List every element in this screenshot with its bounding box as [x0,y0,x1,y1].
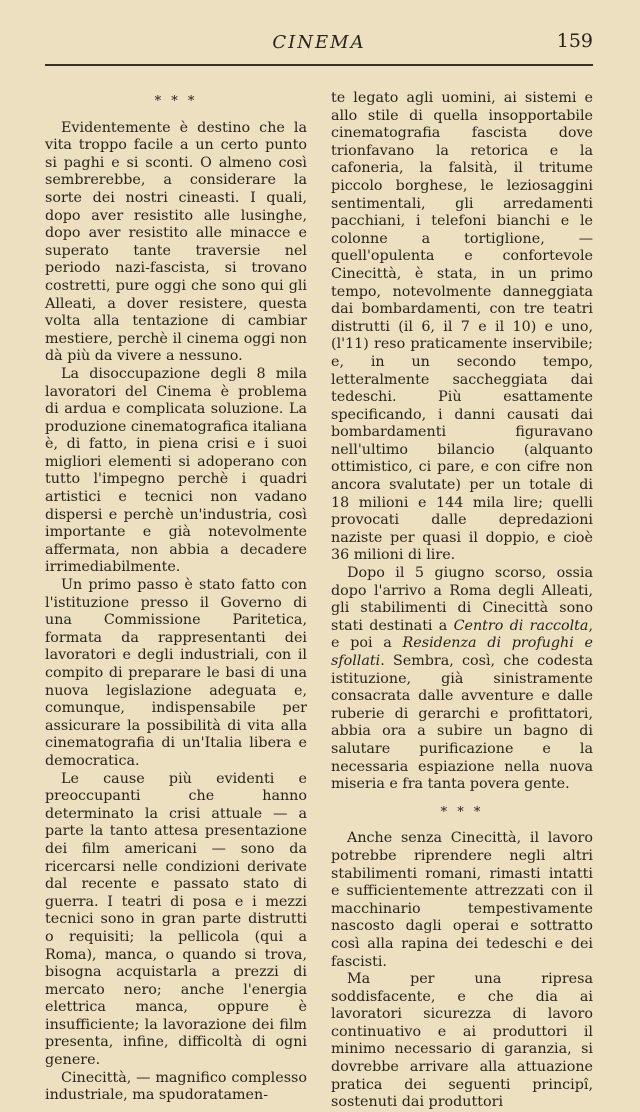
paragraph: La disoccupazione degli 8 mila lavoratori del Cinema è problema di ardua e complicata soluzione. La produzione cinematografica italiana è, di fatto, in piena crisi e i suoi migliori elementi si adoperano con tutto l'impegno perchè i quadri artistici e tecnici non vadano dispersi e perchè un'industria, così importante e già notevolmente affermata, non abbia a decadere irrimediabilmente. [45,365,307,576]
text-run: Dopo il 5 giugno scorso, ossia dopo l'arrivo a Roma degli Alleati, gli stabilimenti di Cinecittà sono stati destinati a [331,565,593,634]
paragraph: Ma per una ripresa soddisfacente, e che dia ai lavoratori sicurezza di lavoro continuativo e ai produttori il minimo necessario di garanzia, si dovrebbe arrivare alla attuazione pratica dei seguenti principî, sostenuti dai produttori [331,971,593,1111]
paragraph: Cinecittà, — magnifico complesso industriale, ma spudoratamen- [45,1069,307,1104]
paragraph-continuation: te legato agli uomini, ai sistemi e allo stile di quella insopportabile cinematografia fascista dove trionfavano la retorica e la cafoneria, la falsità, il tritume piccolo borghese, le leziosaggini sentimentali, gli arredamenti pacchiani, i telefoni bianchi e le colonne a tortiglione, — quell'opulenta e confortevole Cinecittà, è stata, in un primo tempo, notevolmente danneggiata dai bombardamenti, con tre teatri distrutti (il 6, il 7 e il 10) e uno, (l'11) reso praticamente inservibile; e, in un secondo tempo, letteralmente saccheggiata dai tedeschi. Più esattamente specificando, i danni causati dai bombardamenti figuravano nell'ultimo bilancio (alquanto ottimistico, ci pare, e con cifre non ancora svalutate) per un totale di 18 milioni e 144 mila lire; quelli provocati dalle depredazioni naziste per quasi il doppio, e cioè 36 milioni di lire. [331,90,593,564]
paragraph: Evidentemente è destino che la vita troppo facile a un certo punto si paghi e si sconti. O almeno così sembrerebbe, a considerare la sorte dei nostri cineasti. I quali, dopo aver resistito alle lusinghe, dopo aver resistito alle minacce e superato tante traversie nel periodo nazi-fascista, si trovano costretti, pure oggi che sono qui gli Alleati, a dover resistere, questa volta alla tentazione di cambiar mestiere, perchè il cinema oggi non dà più da vivere a nessuno. [45,119,307,365]
header-rule [45,64,593,66]
page-number: 159 [556,30,593,52]
paragraph: Le cause più evidenti e preoccupanti che hanno determinato la crisi attuale — a parte la tanto attesa presentazione dei film americani — sono da ricercarsi nelle condizioni derivate dal recente e passato stato di guerra. I teatri di posa e i mezzi tecnici sono in gran parte distrutti o requisiti; la pellicola (qui a Roma), manca, o quando si trova, bisogna acquistarla a prezzi di mercato nero; anche l'energia elettrica manca, oppure è insufficiente; la lavorazione dei film presenta, infine, difficoltà di ogni genere. [45,770,307,1069]
italic-run: Centro di raccolta [453,617,589,634]
running-title: CINEMA [272,32,366,53]
paragraph [331,565,593,794]
text-run: , e poi a [331,617,593,652]
section-separator: * * * [440,804,484,820]
section-separator: * * * [154,94,198,109]
paragraph: Anche senza Cinecittà, il lavoro potrebbe riprendere negli altri stabilimenti romani, rimasti intatti e sufficientemente attrezzati con il macchinario tempestivamente nascosto dagli operai e sottratto così alla rapina dei tedeschi e dei fascisti. [331,830,593,970]
page-header [45,28,593,64]
left-column [45,90,307,1105]
italic-run: Residenza di profughi e sfollati [331,635,593,669]
right-column [331,90,593,1112]
paragraph: Un primo passo è stato fatto con l'istituzione presso il Governo di una Commissione Paritetica, formata da rappresentanti dei lavoratori e degli industriali, con il compito di preparare le basi di una nuova legislazione adeguata e, comunque, indispensabile per assicurare la possibilità di vita alla cinematografia di un'Italia libera e democratica. [45,577,307,769]
text-run: . Sembra, così, che codesta istituzione, già sinistramente consacrata dalle avventure e dalle ruberie di gerarchi e profittatori, abbia ora a subire un bagno di salutare purificazione e la necessaria espiazione nella nuova miseria e fra tanta povera gente. [331,653,593,793]
